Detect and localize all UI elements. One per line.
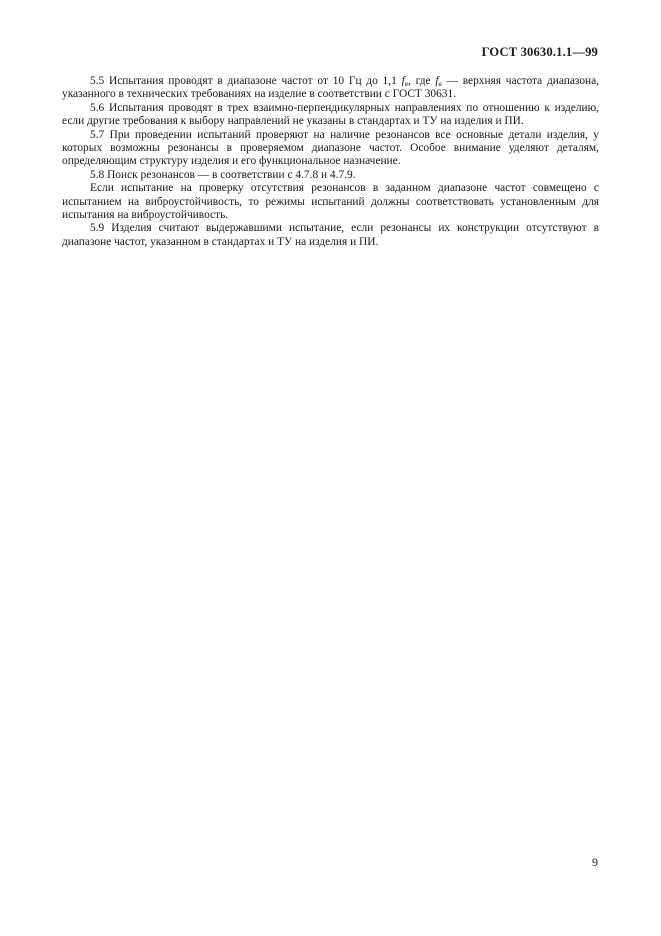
paragraph-5-5-text-3: — верхняя частота диапазона, указанного в технических требованиях на изделие в соответствии с ГОСТ 30631. <box>62 75 600 101</box>
paragraph-5-5 <box>62 75 599 102</box>
page-number: 9 <box>592 855 598 869</box>
paragraph-5-6: 5.6 Испытания проводят в трех взаимно-перпендикулярных направлениях по отношению к изделию, если другие требования к выбору направлений не указаны в стандартах и ТУ на изделия и ПИ. <box>62 101 599 128</box>
document-code-header: ГОСТ 30630.1.1—99 <box>481 45 598 59</box>
paragraph-5-5-text-2: , где <box>408 75 436 87</box>
paragraph-5-9: 5.9 Изделия считают выдержавшими испытание, если резонансы их конструкции отсутствуют в диапазоне частот, указанном в стандартах и ТУ на изделия и ПИ. <box>62 222 599 248</box>
paragraph-5-7: 5.7 При проведении испытаний проверяют на наличие резонансов все основные детали изделия, у которых возможны резонансы в проверяемом диапазоне частот. Особое внимание уделяют деталям, определяющим структуру изделия и его функциональное назначение. <box>62 128 599 168</box>
frequency-subscript: в <box>404 79 408 88</box>
frequency-symbol-2: f <box>435 75 439 87</box>
frequency-symbol: f <box>401 75 405 87</box>
document-body <box>62 75 599 249</box>
frequency-subscript-2: в <box>438 79 442 88</box>
paragraph-5-8-continuation: Если испытание на проверку отсутствия резонансов в заданном диапазоне частот совмещено с испытанием на виброустойчивость, то режимы испытаний должны соответствовать установленным для испытания на виброустойчивость. <box>62 182 599 222</box>
paragraph-5-5-text-1: 5.5 Испытания проводят в диапазоне частот от 10 Гц до 1,1 <box>90 75 402 87</box>
paragraph-5-8: 5.8 Поиск резонансов — в соответствии с 4.7.8 и 4.7.9. <box>90 168 356 181</box>
